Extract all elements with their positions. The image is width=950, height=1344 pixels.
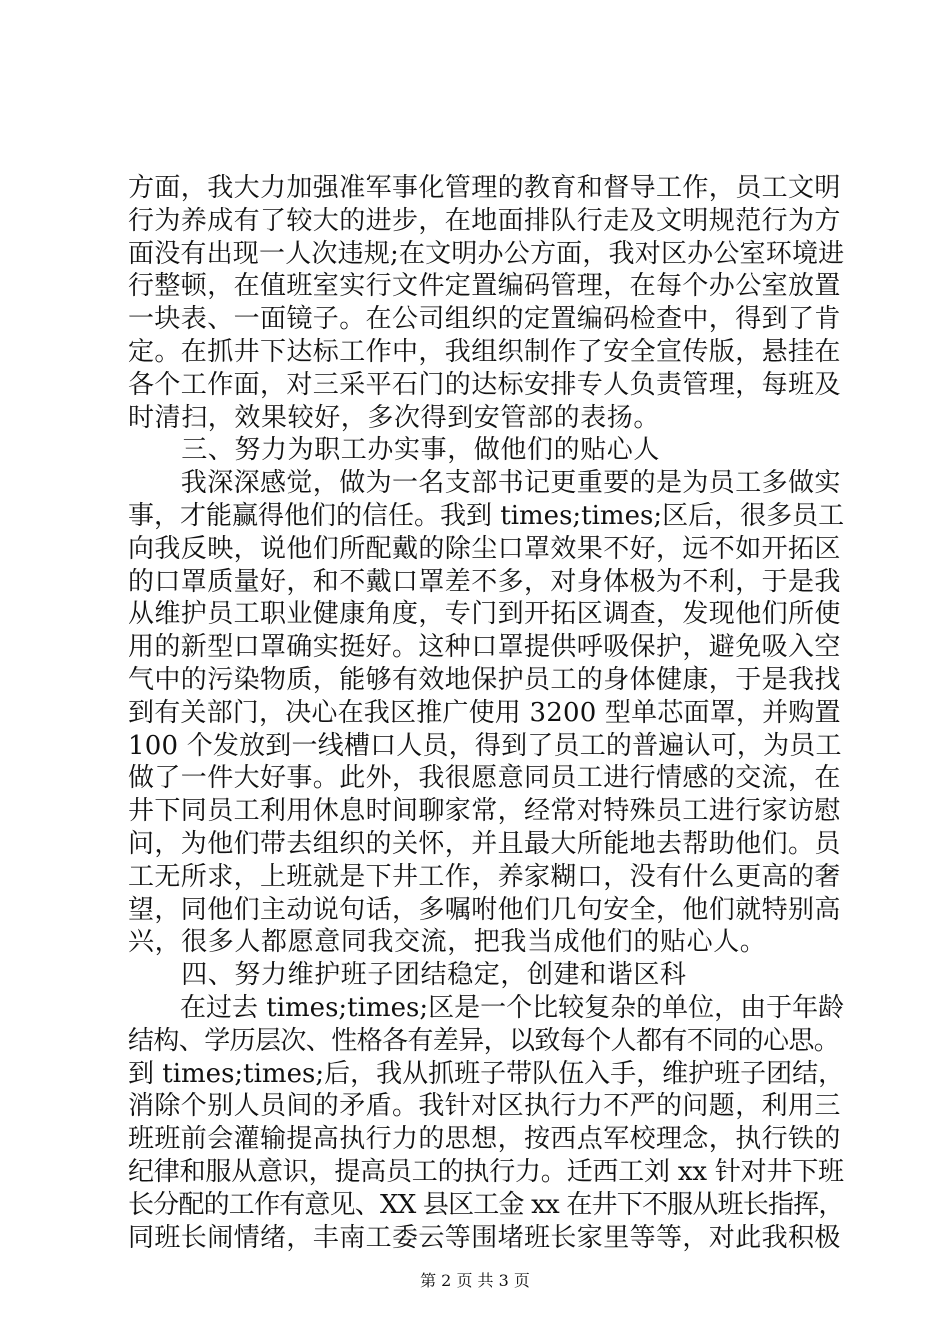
text-line: 100 个发放到一线槽口人员，得到了员工的普遍认可，为员工 [128,730,842,761]
text-line: 时清扫，效果较好，多次得到安管部的表扬。 [128,402,661,433]
text-line: 四、努力维护班子团结稳定，创建和谐区科 [128,960,687,991]
text-line: 长分配的工作有意见、XX 县区工金 xx 在井下不服从班长指挥， [128,1189,844,1220]
text-line: 兴，很多人都愿意同我交流，把我当成他们的贴心人。 [128,927,767,958]
text-line: 我深深感觉，做为一名支部书记更重要的是为员工多做实 [128,468,841,499]
text-line: 班班前会灌输提高执行力的思想，按西点军校理念，执行铁的 [128,1124,841,1155]
text-line: 在过去 times;times;区是一个比较复杂的单位，由于年龄 [128,992,845,1023]
text-line: 的口罩质量好，和不戴口罩差不多，对身体极为不利，于是我 [128,566,841,597]
text-line: 方面，我大力加强准军事化管理的教育和督导工作，员工文明 [128,173,841,203]
text-line: 望，同他们主动说句话，多嘱咐他们几句安全，他们就特别高 [128,894,841,925]
text-line: 事，才能赢得他们的信任。我到 times;times;区后，很多员工 [128,500,845,531]
text-line: 行为养成有了较大的进步，在地面排队行走及文明规范行为方 [128,205,841,236]
text-line: 从维护员工职业健康角度，专门到开拓区调查，发现他们所使 [128,599,841,630]
text-line: 向我反映，说他们所配戴的除尘口罩效果不好，远不如开拓区 [128,533,841,564]
text-line: 行整顿，在值班室实行文件定置编码管理，在每个办公室放置 [128,271,841,302]
text-line: 定。在抓井下达标工作中，我组织制作了安全宣传版，悬挂在 [128,336,841,367]
text-line: 用的新型口罩确实挺好。这种口罩提供呼吸保护，避免吸入空 [128,632,841,663]
text-line: 纪律和服从意识，提高员工的执行力。迁西工刘 xx 针对井下班 [128,1156,844,1187]
text-line: 工无所求，上班就是下井工作，养家糊口，没有什么更高的奢 [128,861,841,892]
body-text [128,172,844,1254]
text-line: 到有关部门，决心在我区推广使用 3200 型单芯面罩，并购置 [128,697,841,728]
text-line: 消除个别人员间的矛盾。我针对区执行力不严的问题，利用三 [128,1091,841,1122]
text-line: 做了一件大好事。此外，我很愿意同员工进行情感的交流，在 [128,763,841,794]
text-line: 到 times;times;后，我从抓班子带队伍入手，维护班子团结， [128,1058,845,1089]
text-line: 各个工作面，对三采平石门的达标安排专人负责管理，每班及 [128,369,841,400]
page-footer: 第 2 页 共 3 页 [420,1271,530,1290]
text-line: 结构、学历层次、性格各有差异，以致每个人都有不同的心思。 [128,1025,840,1056]
text-line: 气中的污染物质，能够有效地保护员工的身体健康，于是我找 [128,664,841,695]
text-line: 三、努力为职工办实事，做他们的贴心人 [128,435,661,466]
text-line: 井下同员工利用休息时间聊家常，经常对特殊员工进行家访慰 [128,796,841,827]
text-line: 同班长闹情绪，丰南工委云等围堵班长家里等等，对此我积极 [128,1222,841,1253]
text-line: 一块表、一面镜子。在公司组织的定置编码检查中，得到了肯 [128,304,841,335]
text-line: 面没有出现一人次违规;在文明办公方面，我对区办公室环境进 [128,238,845,269]
text-line: 问，为他们带去组织的关怀，并且最大所能地去帮助他们。员 [128,828,841,859]
